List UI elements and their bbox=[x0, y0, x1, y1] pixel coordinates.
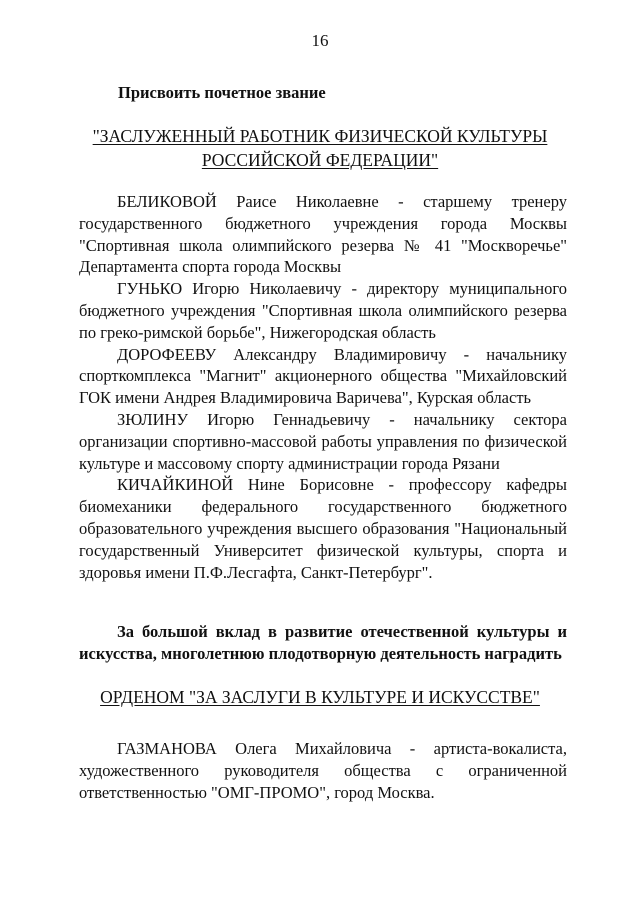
recipient-entry: ЗЮЛИНУ Игорю Геннадьевичу - начальнику сектора организации спортивно-массовой работы управления по физической культуре и массовому спорту администрации города Рязани bbox=[79, 409, 567, 473]
award-title-line2: РОССИЙСКОЙ ФЕДЕРАЦИИ" bbox=[201, 150, 439, 170]
award-intro-heading: Присвоить почетное звание bbox=[118, 83, 326, 102]
award-title-line1: "ЗАСЛУЖЕННЫЙ РАБОТНИК ФИЗИЧЕСКОЙ КУЛЬТУРЫ bbox=[92, 126, 548, 146]
award-title bbox=[0, 124, 640, 172]
recipient-entry: ДОРОФЕЕВУ Александру Владимировичу - начальнику спорткомплекса "Магнит" акционерного общества "Михайловский ГОК имени Андрея Владимировича Варичева", Курская область bbox=[79, 344, 567, 408]
order-intro-heading: За большой вклад в развитие отечественной культуры и искусства, многолетнюю плодотворную деятельность наградить bbox=[79, 622, 567, 663]
award-recipients-list bbox=[79, 191, 567, 583]
order-recipients-list bbox=[79, 738, 567, 803]
page-number: 16 bbox=[311, 31, 329, 50]
order-intro-block bbox=[79, 621, 567, 665]
order-title: ОРДЕНОМ "ЗА ЗАСЛУГИ В КУЛЬТУРЕ И ИСКУССТВЕ" bbox=[100, 687, 540, 707]
recipient-entry: КИЧАЙКИНОЙ Нине Борисовне - профессору кафедры биомеханики федерального государственного бюджетного образовательного учреждения высшего образования "Национальный государственный Университет физической культуры, спорта и здоровья имени П.Ф.Лесгафта, Санкт-Петербург". bbox=[79, 475, 567, 582]
recipient-entry: ГУНЬКО Игорю Николаевичу - директору муниципального бюджетного учреждения "Спортивная школа олимпийского резерва по греко-римской борьбе", Нижегородская область bbox=[79, 279, 567, 342]
recipient-entry: ГАЗМАНОВА Олега Михайловича - артиста-вокалиста, художественного руководителя общества с ограниченной ответственностью "ОМГ-ПРОМО", город Москва. bbox=[79, 739, 567, 802]
recipient-entry: БЕЛИКОВОЙ Раисе Николаевне - старшему тренеру государственного бюджетного учреждения города Москвы "Спортивная школа олимпийского резерва № 41 "Москворечье" Департамента спорта города Москвы bbox=[79, 192, 567, 277]
